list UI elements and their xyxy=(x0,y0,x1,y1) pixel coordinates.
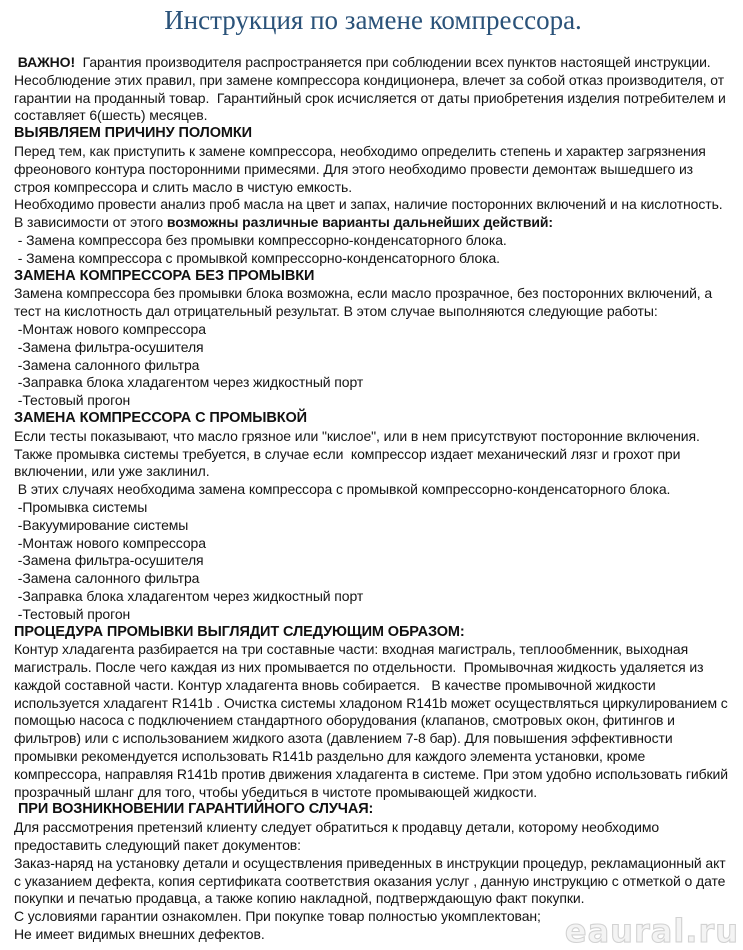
heading-without-flush: ЗАМЕНА КОМПРЕССОРА БЕЗ ПРОМЫВКИ xyxy=(14,267,315,284)
heading-with-flush: ЗАМЕНА КОМПРЕССОРА С ПРОМЫВКОЙ xyxy=(14,409,307,426)
watermark-logo: eaural.ru xyxy=(564,912,739,950)
warranty-paragraph-3: С условиями гарантии ознакомлен. При покупке товар полностью укомплектован; xyxy=(14,908,541,925)
without-flush-item: -Замена салонного фильтра xyxy=(14,356,200,373)
without-flush-item: -Монтаж нового компрессора xyxy=(14,320,206,337)
with-flush-item: -Замена салонного фильтра xyxy=(14,570,200,587)
without-flush-item: -Заправка блока хладагентом через жидкостный порт xyxy=(14,374,364,391)
intro-text: Гарантия производителя распространяется при соблюдении всех пунктов настоящей инструкции. Несоблюдение этих правил, при замене компрессора кондиционера, влечет за собой отказ производителя, от гарантии на проданный товар. Гарантийный срок исчисляется от даты приобретения изделия потребителем и составляет 6(шесть) месяцев. xyxy=(14,54,730,124)
heading-procedure: ПРОЦЕДУРА ПРОМЫВКИ ВЫГЛЯДИТ СЛЕДУЮЩИМ ОБРАЗОМ: xyxy=(14,623,465,640)
with-flush-paragraph-1: Если тесты показывают, что масло грязное или "кислое", или в нем присутствуют посторонние включения. Также промывка системы требуется, в случае если компрессор издает механический лязг и грохот при включении, или уже заклинил. xyxy=(14,427,704,480)
without-flush-item: -Тестовый прогон xyxy=(14,392,131,409)
intro-paragraph xyxy=(14,54,732,125)
cause-paragraph-2 xyxy=(14,196,732,232)
without-flush-intro: Замена компрессора без промывки блока возможна, если масло прозрачное, без посторонних включений, а тест на кислотность дал отрицательный результат. В этом случае выполняются следующие работы: xyxy=(14,285,716,320)
warranty-paragraph-2: Заказ-наряд на установку детали и осуществления приведенных в инструкции процедур, рекламационный акт с указанием дефекта, копия сертификата соответствия оказания услуг , данную инструкцию с отметкой о дате покупки и печатью продавца, а также копию накладной, подтверждающую факт покупки. xyxy=(14,854,730,907)
with-flush-item: -Монтаж нового компрессора xyxy=(14,534,206,551)
cause-option-2: - Замена компрессора с промывкой компрессорно-конденсаторного блока. xyxy=(14,249,500,266)
with-flush-item: -Вакуумирование системы xyxy=(14,516,189,533)
important-lead: ВАЖНО! xyxy=(14,54,79,70)
with-flush-item: -Замена фильтра-осушителя xyxy=(14,552,204,569)
with-flush-paragraph-2: В этих случаях необходима замена компрессора с промывкой компрессорно-конденсаторного блока. xyxy=(14,481,671,498)
without-flush-item: -Замена фильтра-осушителя xyxy=(14,338,204,355)
document-title: Инструкция по замене компрессора. xyxy=(164,5,582,35)
cause-paragraph-2-text: Необходимо провести анализ проб масла на цвет и запах, наличие посторонних включений и на кислотность. В зависимости от этого xyxy=(14,196,727,231)
with-flush-item: -Тестовый прогон xyxy=(14,605,131,622)
warranty-paragraph-1: Для рассмотрения претензий клиенту следует обратиться к продавцу детали, которому необходимо предоставить следующий пакет документов: xyxy=(14,819,663,854)
heading-cause: ВЫЯВЛЯЕМ ПРИЧИНУ ПОЛОМКИ xyxy=(14,125,252,142)
heading-warranty: ПРИ ВОЗНИКНОВЕНИИ ГАРАНТИЙНОГО СЛУЧАЯ: xyxy=(14,801,374,818)
procedure-paragraph: Контур хладагента разбирается на три составные части: входная магистраль, теплообменник, выходная магистраль. После чего каждая из них промывается по отдельности. Промывочная жидкость удаляется из каждой составной части. Контур хладагента вновь собирается. В качестве промывочной жидкости используется хладагент R141b . Очистка системы хладоном R141b может осуществляться циркулированием с помощью насоса с подключением стандартного оборудования (клапанов, смотровых окон, фитингов и фильтров) или с использованием жидкого азота (давлением 7-8 бар). Для повышения эффективности промывки рекомендуется использовать R141b раздельно для каждого элемента установки, кроме компрессора, направляя R141b против движения хладагента в системе. При этом удобно использовать гибкий прозрачный шланг для того, чтобы убедиться в чистоте промывающей жидкости. xyxy=(14,641,732,800)
warranty-paragraph-4: Не имеет видимых внешних дефектов. xyxy=(14,926,265,943)
with-flush-item: -Промывка системы xyxy=(14,498,148,515)
cause-paragraph-2-bold: возможны различные варианты дальнейших действий: xyxy=(166,214,553,231)
cause-option-1: - Замена компрессора без промывки компрессорно-конденсаторного блока. xyxy=(14,231,507,248)
cause-paragraph-1: Перед тем, как приступить к замене компрессора, необходимо определить степень и характер загрязнения фреонового контура посторонними примесями. Для этого необходимо провести демонтаж вышедшего из строя компрессора и слить масло в чистую емкость. xyxy=(14,142,710,195)
with-flush-item: -Заправка блока хладагентом через жидкостный порт xyxy=(14,587,364,604)
